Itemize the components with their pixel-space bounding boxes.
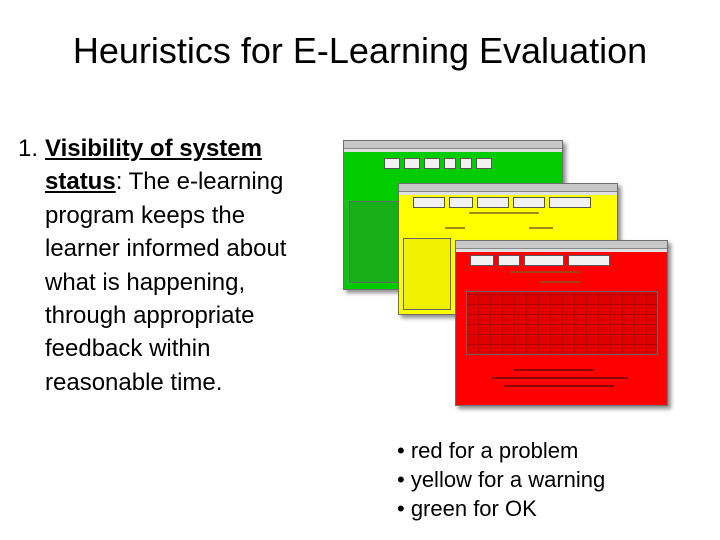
legend-green: • green for OK [397, 496, 537, 521]
heuristic-term: Visibility of system status [45, 135, 262, 196]
red-problem-screenshot [455, 240, 668, 406]
color-legend [397, 436, 697, 523]
heuristic-description: The e-learning program keeps the learner informed about what is happening, through appropriate feedback within reasonable time. [45, 168, 287, 396]
heuristic-number: 1. [18, 135, 39, 162]
heuristic-body [45, 132, 318, 399]
heuristic-item [18, 132, 318, 399]
slide-title: Heuristics for E-Learning Evaluation [72, 30, 648, 71]
legend-red: • red for a problem [397, 438, 579, 463]
heuristic-colon: : [115, 168, 123, 196]
legend-yellow: • yellow for a warning [397, 467, 606, 492]
